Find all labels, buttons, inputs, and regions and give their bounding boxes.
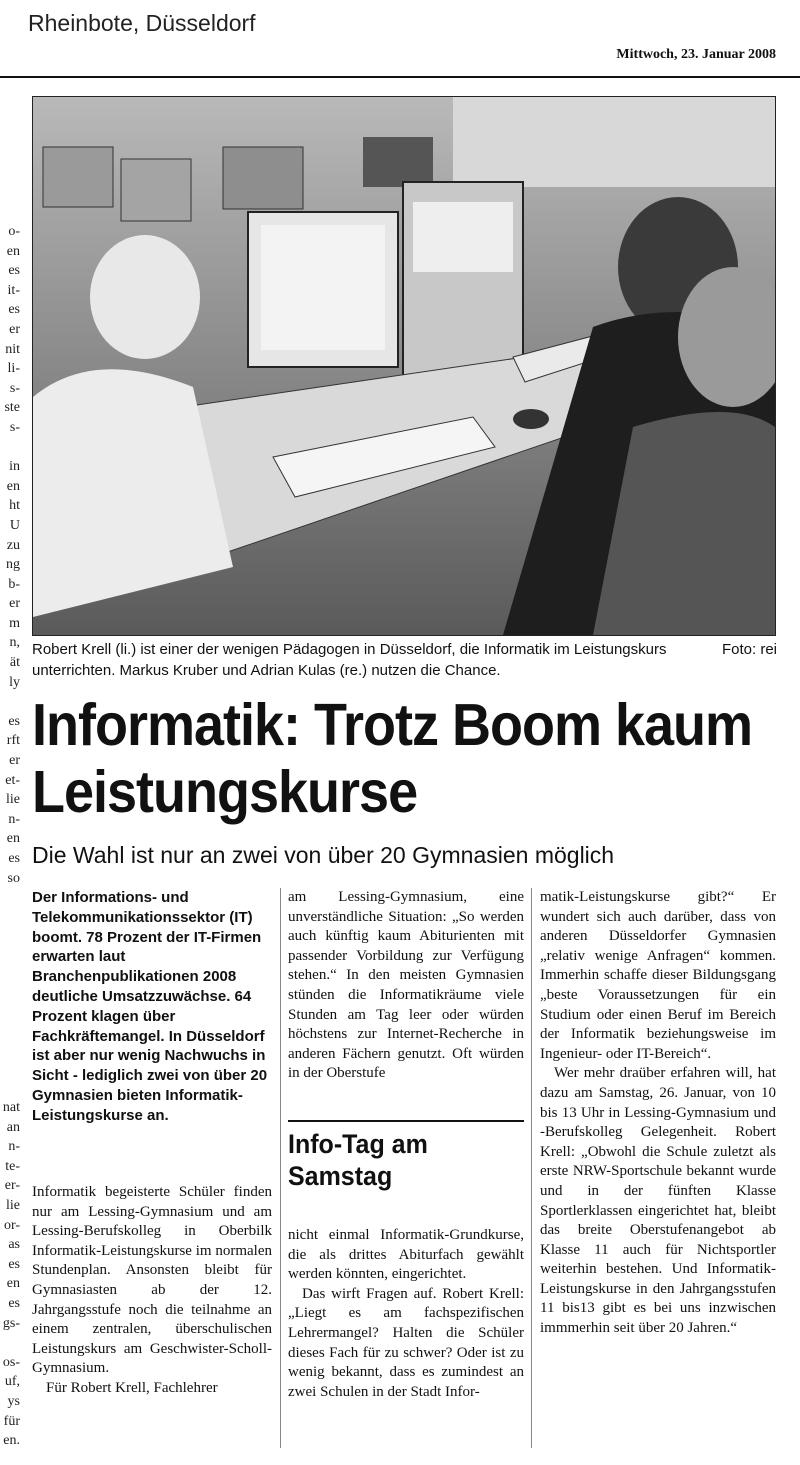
margin-fragment: b-: [8, 576, 20, 592]
margin-fragment: en.: [3, 1433, 20, 1449]
col1-paragraph-1: Informatik begeisterte Schüler finden nur am Lessing-Gymnasium und am Lessing-Berufskolleg in Oberbilk Informatik-Leistungskurse im normalen Stundenplan. Ansonsten bleibt für Gymnasiasten ab der 12. Jahrgangsstufe noch die teilnahme an einem zentralen, überschulischen Leistungskurs am Geschwister-Scholl-Gymnasium.: [32, 1184, 272, 1377]
newspaper-source: Rheinbote, Düsseldorf: [28, 10, 256, 36]
header-rule: [0, 76, 800, 78]
column-divider-1: [280, 888, 281, 1448]
margin-fragment: ät: [9, 655, 20, 671]
margin-fragment: ht: [9, 498, 20, 514]
margin-fragment: an: [6, 1119, 20, 1135]
margin-fragment: er: [9, 596, 20, 612]
margin-fragment: [0, 438, 20, 458]
article-headline: Informatik: Trotz Boom kaum Leistungskurse: [32, 692, 753, 826]
margin-fragment: ly: [9, 674, 20, 690]
margin-fragment: ng: [6, 557, 20, 573]
margin-fragment: n,: [9, 635, 20, 651]
article-column-1: [32, 1183, 272, 1399]
margin-fragment: uf,: [4, 1374, 20, 1390]
margin-fragment: es: [8, 713, 20, 729]
article-photo: [32, 96, 776, 636]
margin-fragment: es: [8, 1256, 20, 1272]
article-column-3: [540, 888, 776, 1339]
margin-fragment: [0, 1333, 20, 1353]
margin-fragment: er: [9, 753, 20, 769]
margin-fragment: li-: [7, 361, 20, 377]
margin-fragment: nat: [2, 1100, 20, 1115]
margin-fragment: es: [8, 263, 20, 279]
margin-fragment: U: [9, 517, 20, 533]
margin-fragment: os-: [2, 1354, 20, 1370]
margin-fragment: n-: [8, 811, 20, 827]
margin-fragment: [0, 692, 20, 712]
margin-fragment: in: [9, 459, 20, 475]
margin-fragment: zu: [6, 537, 20, 553]
margin-fragment: es: [8, 851, 20, 866]
col1-paragraph-2: Für Robert Krell, Fachlehrer: [46, 1379, 218, 1396]
left-margin-fragments-bottom: [0, 1098, 20, 1451]
section-subtitle: Info-Tag am Samstag: [288, 1129, 428, 1192]
margin-fragment: für: [3, 1413, 20, 1429]
column-divider-2: [531, 888, 532, 1448]
margin-fragment: gs-: [2, 1315, 20, 1331]
margin-fragment: as: [8, 1237, 20, 1253]
left-margin-fragments-top: [0, 222, 20, 888]
col2-paragraph-1: am Lessing-Gymnasium, eine unverständliche Situation: „So werden auch künftig kaum Abiturienten mit passender Vorbildung zur Verfügung stehen.“ In den meisten Gymnasien stünden die Informatikräume viele Stunden am Tag leer oder würden höchstens zur Internet-Recherche in anderen Fächern genutzt. Oft würden in der Oberstufe: [288, 889, 524, 1082]
margin-fragment: m: [9, 615, 20, 631]
margin-fragment: er-: [4, 1178, 20, 1194]
article-column-2-continued: [288, 1226, 524, 1402]
margin-fragment: et-: [5, 772, 20, 788]
article-subheadline: Die Wahl ist nur an zwei von über 20 Gymnasien möglich: [32, 842, 615, 868]
margin-fragment: o-: [8, 224, 20, 239]
margin-fragment: en: [6, 243, 20, 259]
margin-fragment: en: [6, 478, 20, 494]
margin-fragment: ys: [7, 1393, 20, 1409]
col3-paragraph-2: Wer mehr draüber erfahren will, hat dazu am Samstag, 26. Januar, von 10 bis 13 Uhr in Lessing-Gymnasium und -Berufskolleg Gelegenheit. Robert Krell: „Obwohl die Schule zuletzt als erste NRW-Sportschule bekannt wurde und in der fünften Klasse Sportlerklassen eingerichtet hat, bleibt das breite Oberstufenangebot ab Klasse 11 auch für Nichtsportler weiterhin bestehen. Und Informatik-Leistungskurse in den Jahrgangsstufen 11 bis13 gibt es bei uns inzwischen immmerhin seit über 20 Jahren.“: [540, 1065, 776, 1337]
margin-fragment: es: [8, 302, 20, 318]
margin-fragment: en: [6, 831, 20, 847]
subtitle-box: [288, 1120, 524, 1192]
article-lead: Der Informations- und Telekommunikationssektor (IT) boomt. 78 Prozent der IT-Firmen erwarten laut Branchenpublikationen 2008 deutliche Umsatzzuwächse. 64 Prozent klagen über Fachkräftemangel. In Düsseldorf ist aber nur wenig Nachwuchs in Sicht - lediglich zwei von über 20 Gymnasien bieten Informatik-Leistungskurse an.: [32, 889, 268, 1124]
article-column-2: [288, 888, 524, 1084]
margin-fragment: or-: [3, 1217, 20, 1233]
classroom-photo-illustration: [33, 97, 775, 635]
photo-credit: Foto: rei: [721, 641, 777, 658]
margin-fragment: it-: [7, 282, 20, 298]
photo-caption: [32, 639, 777, 681]
margin-fragment: so: [7, 870, 20, 886]
col2-paragraph-2: nicht einmal Informatik-Grundkurse, die als drittes Abiturfach gewählt werden könnten, eingerichtet.: [288, 1227, 524, 1283]
col2-paragraph-3: Das wirft Fragen auf. Robert Krell: „Liegt es am fachspezifischen Lehrermangel? Halten die Schüler dieses Fach für zu schwer? Oder ist zu wenig bekannt, dass es zumindest an zwei Schulen in der Stadt Infor-: [288, 1285, 524, 1400]
margin-fragment: ste: [4, 400, 20, 416]
margin-fragment: n-: [8, 1139, 20, 1155]
margin-fragment: en: [6, 1276, 20, 1292]
margin-fragment: lie: [6, 792, 20, 808]
margin-fragment: rft: [6, 733, 20, 749]
margin-fragment: es: [8, 1295, 20, 1311]
margin-fragment: s-: [9, 419, 20, 435]
margin-fragment: s-: [9, 380, 20, 396]
publication-date: Mittwoch, 23. Januar 2008: [616, 47, 776, 62]
margin-fragment: er: [9, 321, 20, 337]
margin-fragment: te-: [5, 1158, 20, 1174]
photo-caption-text: Robert Krell (li.) ist einer der wenigen Pädagogen in Düsseldorf, die Informatik im Leistungskurs unterrichten. Markus Kruber und Adrian Kulas (re.) nutzen die Chance.: [32, 641, 667, 679]
col3-paragraph-1: matik-Leistungskurse gibt?“ Er wundert sich auch darüber, dass von anderen Düsseldorfer Gymnasien „relativ wenige Anfragen“ kommen. Immerhin schaffe dieser Bildungsgang „beste Voraussetzungen für ein Studium oder einen Beruf im Bereich der Informatik beziehungsweise im Ingenieur- oder IT-Bereich“.: [540, 889, 776, 1062]
margin-fragment: nit: [5, 341, 20, 357]
margin-fragment: lie: [6, 1197, 20, 1213]
